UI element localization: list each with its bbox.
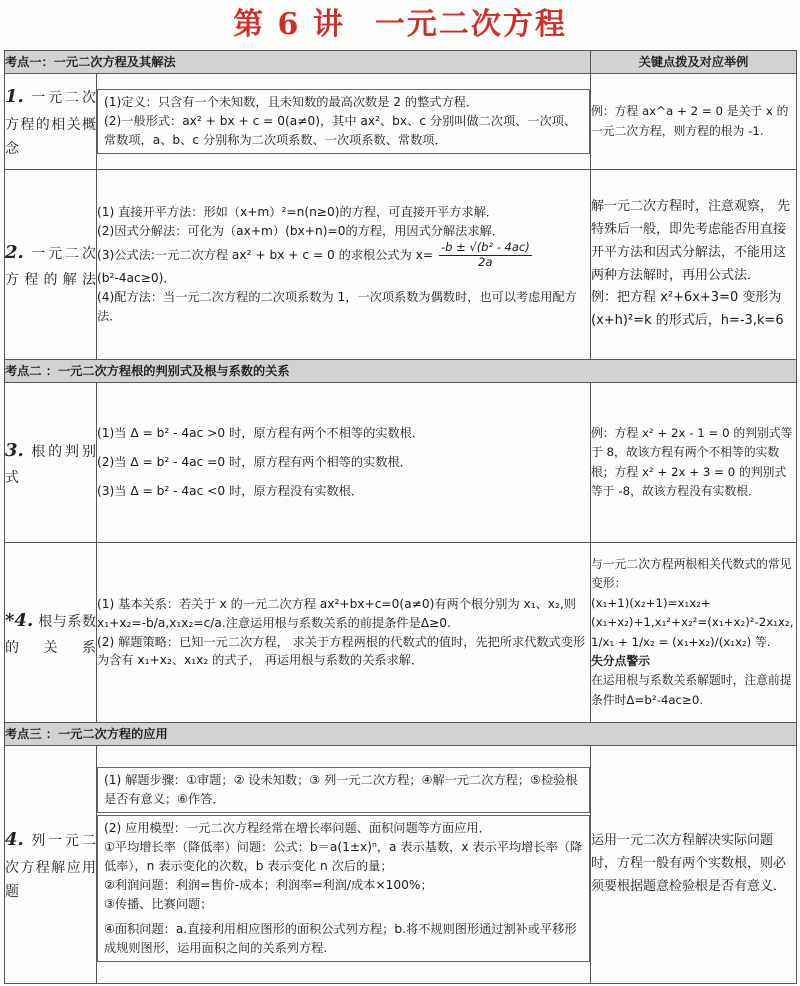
topic-3-example bbox=[591, 383, 797, 543]
topic-1-label bbox=[5, 74, 97, 170]
topic-1-content bbox=[97, 74, 591, 170]
topic-5-models-box bbox=[97, 815, 590, 961]
topic-5-num: 4. bbox=[5, 829, 24, 851]
topic-3-num: 3. bbox=[5, 439, 24, 461]
topic-4-right-1: 与一元二次方程两根相关代数式的常见变形： bbox=[591, 556, 792, 591]
topic-5-text: 列一元二次方程解应用题 bbox=[5, 833, 96, 901]
topic-3-content bbox=[97, 383, 591, 543]
topic-1-text: 一元二次方程的相关概念 bbox=[5, 90, 96, 158]
section-header-1 bbox=[5, 51, 797, 74]
topic-3-line-1: (1)当 Δ = b² - 4ac >0 时，原方程有两个不相等的实数根． bbox=[97, 426, 425, 441]
topic-2-line-3 bbox=[97, 241, 590, 270]
title-prefix: 第 6 讲 bbox=[233, 7, 345, 42]
topic-4-warning-title: 失分点警示 bbox=[591, 653, 650, 668]
topic-5-steps: (1) 解题步骤：①审题；② 设未知数；③ 列一元二次方程；④解一元二次方程；⑤检验根是否有意义；⑥作答． bbox=[104, 773, 578, 807]
topic-3-line-2: (2)当 Δ = b² - 4ac =0 时，原方程有两个相等的实数根． bbox=[97, 455, 412, 470]
topic-5-model-area: ④面积问题：a.直接利用相应图形的面积公式列方程；b.将不规则图形通过割补或平移形成规则图形，运用面积之间的关系列方程. bbox=[104, 921, 577, 955]
topic-4-num: *4. bbox=[5, 609, 34, 631]
topic-2-tip: 解一元二次方程时，注意观察， 先特殊后一般，即先考虑能否用直接开平方法和因式分解法，不能用这两种方法解时，再用公式法． bbox=[591, 199, 791, 283]
topic-5-model-spread: ③传播、比赛问题； bbox=[104, 896, 213, 911]
topic-2-line-3a: (3)公式法:一元二次方程 ax² + bx + c = 0 的求根公式为 x= bbox=[97, 247, 434, 262]
quadratic-formula-fraction bbox=[439, 241, 532, 270]
topic-2-line-2: (2)因式分解法：可化为（ax+m）(bx+n)=0的方程，用因式分解法求解． bbox=[97, 223, 504, 238]
topic-row-5 bbox=[5, 746, 797, 984]
topic-1-example-text: 例：方程 ax^a + 2 = 0 是关于 x 的一元二次方程，则方程的根为 -1. bbox=[591, 104, 789, 138]
topic-row-1 bbox=[5, 74, 797, 170]
topic-4-right-4: 在运用根与系数关系解题时，注意前提条件时Δ=b²-4ac≥0. bbox=[591, 673, 792, 707]
topic-5-tip: 运用一元二次方程解决实际问题时，方程一般有两个实数根，则必须要根据题意检验根是否有意义． bbox=[591, 833, 787, 894]
title-main: 一元二次方程 bbox=[374, 7, 567, 42]
topic-3-example-text: 例：方程 x² + 2x - 1 = 0 的判别式等于 8，故该方程有两个不相等的实数根；方程 x² + 2x + 3 = 0 的判别式等于 -8，故该方程没有实数根． bbox=[591, 425, 793, 498]
topic-2-line-3b: (b²-4ac≥0)． bbox=[97, 271, 176, 286]
topic-4-line-1: (1) 基本关系：若关于 x 的一元二次方程 ax²+bx+c=0(a≠0)有两个根分别为 x₁、x₂,则 x₁+x₂=-b/a,x₁x₂=c/a.注意运用根与系数关系的前提条件是Δ≥0. bbox=[97, 596, 576, 630]
topic-2-label bbox=[5, 170, 97, 360]
section-2-title: 考点二 ：一元二次方程根的判别式及根与系数的关系 bbox=[5, 360, 797, 383]
topic-3-label bbox=[5, 383, 97, 543]
topic-4-label bbox=[5, 543, 97, 723]
topic-2-line-4: (4)配方法：当一元二次方程的二次项系数为 1，一次项系数为偶数时，也可以考虑用配方法． bbox=[97, 290, 577, 324]
formula-denominator: 2a bbox=[478, 254, 493, 269]
summary-table bbox=[4, 50, 797, 984]
topic-5-model-growth: ①平均增长率（降低率）问题：公式：b＝a(1±x)ⁿ，a 表示基数，x 表示平均增长率（降低率），n 表示变化的次数，b 表示变化 n 次后的量； bbox=[104, 840, 583, 874]
formula-numerator: -b ± √(b² - 4ac) bbox=[440, 239, 530, 254]
topic-3-line-3: (3)当 Δ = b² - 4ac <0 时，原方程没有实数根． bbox=[97, 483, 364, 498]
topic-2-text: 一元二次方程的解法 bbox=[5, 245, 96, 288]
topic-4-example bbox=[591, 543, 797, 723]
section-header-3 bbox=[5, 723, 797, 746]
topic-5-model-intro: (2) 应用模型：一元二次方程经常在增长率问题、面积问题等方面应用． bbox=[104, 821, 491, 836]
topic-5-example bbox=[591, 746, 797, 984]
topic-row-3 bbox=[5, 383, 797, 543]
topic-row-2 bbox=[5, 170, 797, 360]
topic-5-steps-box bbox=[97, 767, 590, 813]
topic-1-line-1: (1)定义：只含有一个未知数，且未知数的最高次数是 2 的整式方程． bbox=[104, 95, 479, 110]
topic-3-text: 根的判别式 bbox=[5, 443, 96, 486]
section-3-title: 考点三 ：一元二次方程的应用 bbox=[5, 723, 797, 746]
section-header-2 bbox=[5, 360, 797, 383]
topic-1-line-2: (2)一般形式：ax² + bx + c = 0(a≠0)，其中 ax²、bx、c 分别叫做二次项、一次项、常数项，a、b、c 分别称为二次项系数、一次项系数、常数项． bbox=[104, 114, 577, 147]
topic-4-text: 根与系数的关系 bbox=[5, 613, 97, 656]
topic-1-example bbox=[591, 74, 797, 170]
right-column-header: 关键点拨及对应举例 bbox=[591, 51, 797, 74]
topic-2-content bbox=[97, 170, 591, 360]
topic-5-label bbox=[5, 746, 97, 984]
topic-4-right-2: (x₁+1)(x₂+1)=x₁x₂+(x₁+x₂)+1,x₁²+x₂²=(x₁+x₂)²-2x₁x₂, 1/x₁ + 1/x₂ = (x₁+x₂)/(x₁x₂) 等. bbox=[591, 595, 794, 649]
topic-1-box bbox=[97, 89, 590, 154]
topic-5-model-profit: ②利润问题：利润=售价-成本；利润率=利润/成本×100%； bbox=[104, 877, 433, 892]
topic-2-num: 2. bbox=[5, 241, 24, 263]
topic-2-example-text: 例：把方程 x²+6x+3=0 变形为(x+h)²=k 的形式后，h=-3,k=6 bbox=[591, 290, 784, 328]
topic-1-num: 1. bbox=[5, 86, 24, 108]
topic-2-line-1: (1) 直接开平方法：形如（x+m）²=n(n≥0)的方程，可直接开平方求解． bbox=[97, 204, 498, 219]
topic-4-content bbox=[97, 543, 591, 723]
page-title bbox=[0, 0, 800, 50]
topic-5-content bbox=[97, 746, 591, 984]
section-1-title: 考点一：一元二次方程及其解法 bbox=[5, 51, 591, 74]
topic-row-4 bbox=[5, 543, 797, 723]
topic-2-example bbox=[591, 170, 797, 360]
topic-4-line-2: (2) 解题策略：已知一元二次方程， 求关于方程两根的代数式的值时，先把所求代数式变形为含有 x₁+x₂、x₁x₂ 的式子， 再运用根与系数的关系求解． bbox=[97, 634, 586, 668]
